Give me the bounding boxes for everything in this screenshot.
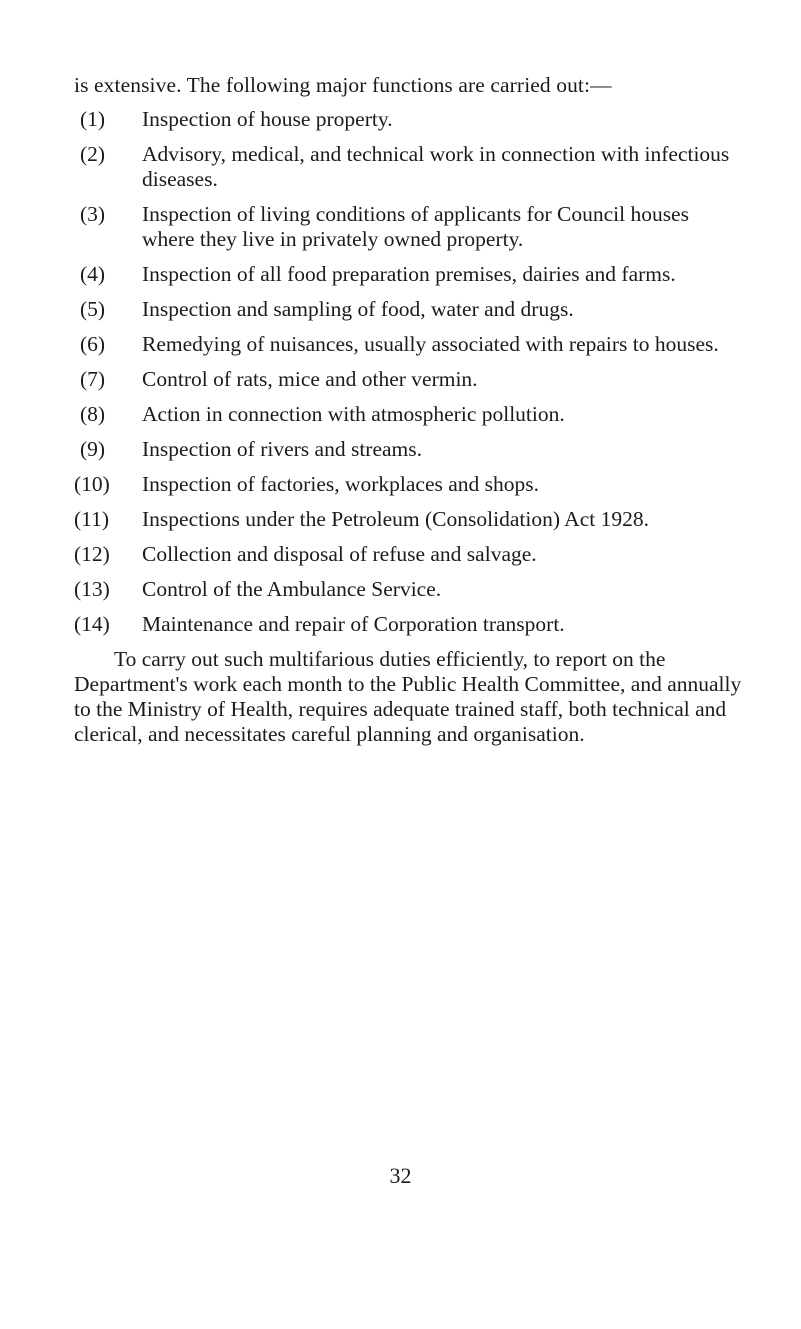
list-item — [74, 107, 744, 132]
page-number: 32 — [389, 1163, 412, 1188]
list-item — [74, 507, 744, 532]
list-item-number: (4) — [80, 262, 106, 286]
functions-list — [74, 107, 744, 637]
closing-paragraph: To carry out such multifarious duties efficiently, to report on the Department's work each month to the Public Health Committee, and annually to the Ministry of Health, requires adequate trained staff, both technical and clerical, and necessitates careful planning and organisation. — [74, 647, 742, 746]
list-item-text: Inspection of factories, workplaces and shops. — [142, 472, 540, 496]
list-item-text: Inspection of rivers and streams. — [142, 437, 423, 461]
list-item-number: (5) — [80, 297, 106, 321]
list-item-text: Inspection of all food preparation premises, dairies and farms. — [142, 262, 676, 286]
list-item-number: (3) — [80, 202, 106, 226]
list-item — [74, 612, 744, 637]
list-item-number: (6) — [80, 332, 106, 356]
list-item-text: Remedying of nuisances, usually associated with repairs to houses. — [142, 332, 719, 356]
list-item — [74, 142, 744, 192]
list-item-text: Inspection of house property. — [142, 107, 393, 131]
list-item — [74, 332, 744, 357]
list-item-number: (1) — [80, 107, 106, 131]
list-item-number: (13) — [74, 577, 110, 601]
list-item — [74, 297, 744, 322]
list-item — [74, 367, 744, 392]
list-item-text: Control of the Ambulance Service. — [142, 577, 442, 601]
list-item — [74, 542, 744, 567]
list-item-text: Maintenance and repair of Corporation transport. — [142, 612, 565, 636]
list-item — [74, 262, 744, 287]
list-item — [74, 577, 744, 602]
list-item-number: (12) — [74, 542, 110, 566]
list-item-number: (2) — [80, 142, 106, 166]
list-item-text: Control of rats, mice and other vermin. — [142, 367, 478, 391]
list-item-number: (11) — [74, 507, 110, 531]
list-item-number: (10) — [74, 472, 110, 496]
list-item-text: Inspection of living conditions of applicants for Council houses where they live in privately owned property. — [142, 202, 689, 251]
list-item-number: (14) — [74, 612, 110, 636]
list-item-text: Inspections under the Petroleum (Consolidation) Act 1928. — [142, 507, 649, 531]
document-page — [74, 70, 744, 747]
list-item-text: Action in connection with atmospheric pollution. — [142, 402, 565, 426]
list-item-text: Inspection and sampling of food, water and drugs. — [142, 297, 574, 321]
list-item-text: Collection and disposal of refuse and salvage. — [142, 542, 537, 566]
list-item — [74, 437, 744, 462]
intro-paragraph: is extensive. The following major functions are carried out:— — [74, 73, 612, 97]
list-item-number: (9) — [80, 437, 106, 461]
list-item-number: (8) — [80, 402, 106, 426]
list-item-number: (7) — [80, 367, 106, 391]
list-item — [74, 402, 744, 427]
list-item — [74, 472, 744, 497]
list-item-text: Advisory, medical, and technical work in connection with infectious diseases. — [142, 142, 730, 191]
list-item — [74, 202, 744, 252]
